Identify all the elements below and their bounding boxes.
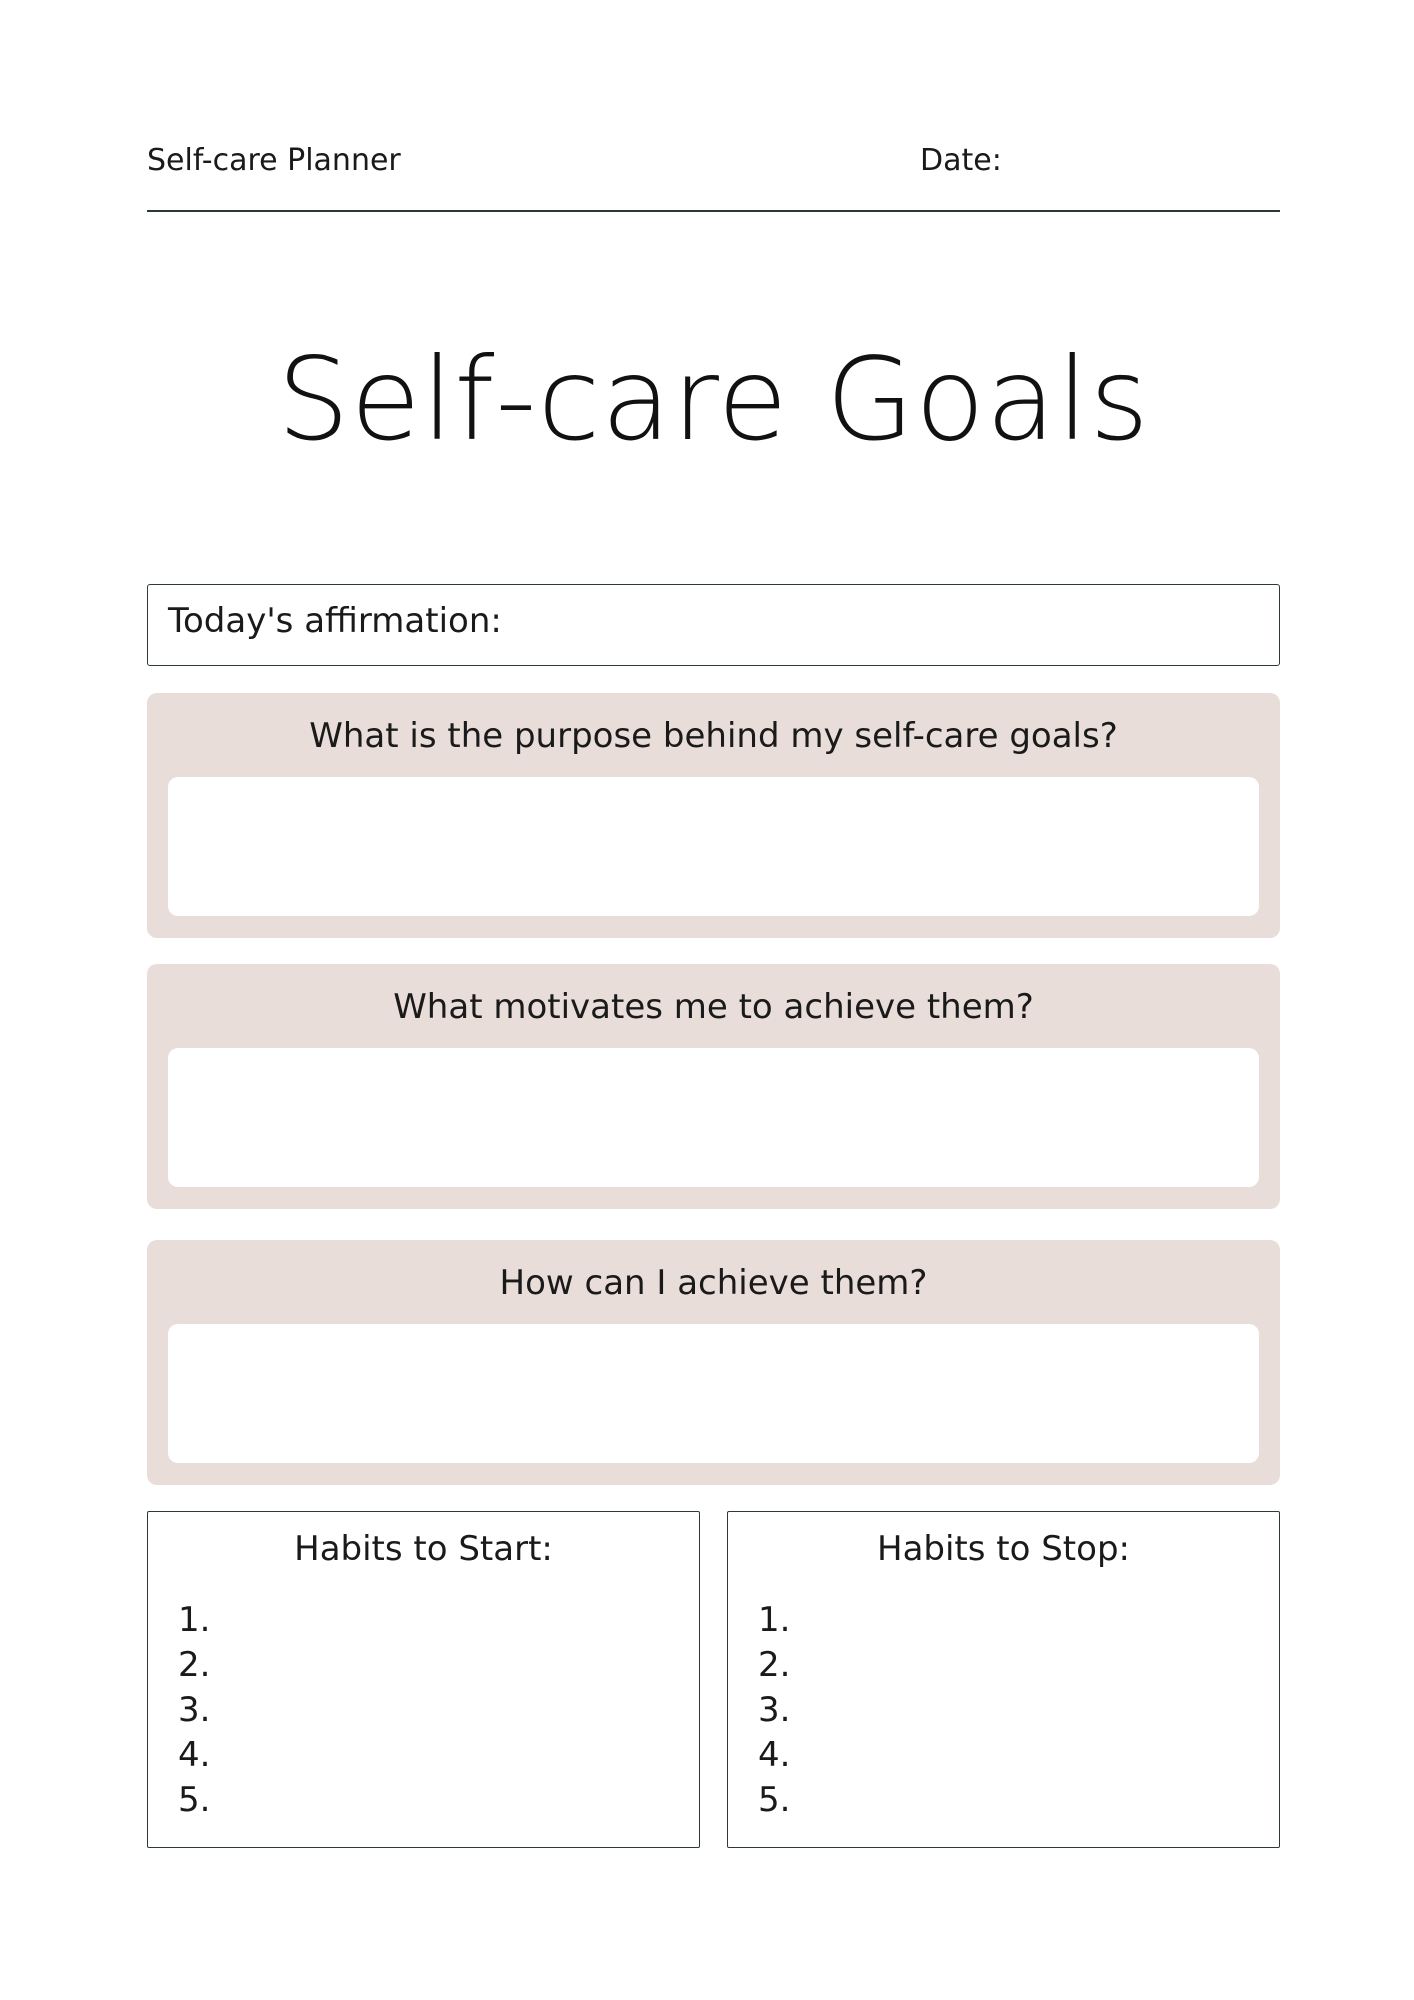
habit-stop-item[interactable]: 3. — [758, 1690, 791, 1730]
motivation-prompt-panel — [147, 964, 1280, 1209]
achieve-prompt-panel — [147, 1240, 1280, 1485]
motivation-question: What motivates me to achieve them? — [393, 987, 1034, 1027]
habit-stop-item[interactable]: 5. — [758, 1780, 791, 1820]
habit-stop-item[interactable]: 2. — [758, 1645, 791, 1685]
habit-stop-item[interactable]: 1. — [758, 1600, 791, 1640]
planner-label: Self-care Planner — [147, 143, 401, 178]
purpose-question: What is the purpose behind my self-care goals? — [309, 716, 1118, 756]
purpose-prompt-panel — [147, 693, 1280, 938]
habit-start-item[interactable]: 4. — [178, 1735, 211, 1775]
habit-start-item[interactable]: 3. — [178, 1690, 211, 1730]
purpose-answer-field[interactable] — [168, 777, 1259, 916]
habits-to-start-box — [147, 1511, 700, 1848]
habits-to-start-list — [178, 1598, 210, 1823]
date-label: Date: — [920, 143, 1002, 178]
affirmation-field[interactable] — [147, 584, 1280, 666]
page-title: Self-care Goals — [277, 333, 1150, 466]
habit-start-item[interactable]: 1. — [178, 1600, 211, 1640]
habit-stop-item[interactable]: 4. — [758, 1735, 791, 1775]
achieve-answer-field[interactable] — [168, 1324, 1259, 1463]
habits-to-start-title: Habits to Start: — [294, 1529, 553, 1569]
habits-to-stop-title: Habits to Stop: — [877, 1529, 1130, 1569]
habit-start-item[interactable]: 5. — [178, 1780, 211, 1820]
motivation-answer-field[interactable] — [168, 1048, 1259, 1187]
habits-to-stop-box — [727, 1511, 1280, 1848]
habits-to-stop-list — [758, 1598, 790, 1823]
header-divider — [147, 210, 1280, 212]
habit-start-item[interactable]: 2. — [178, 1645, 211, 1685]
achieve-question: How can I achieve them? — [499, 1263, 928, 1303]
affirmation-label: Today's affirmation: — [168, 601, 502, 641]
